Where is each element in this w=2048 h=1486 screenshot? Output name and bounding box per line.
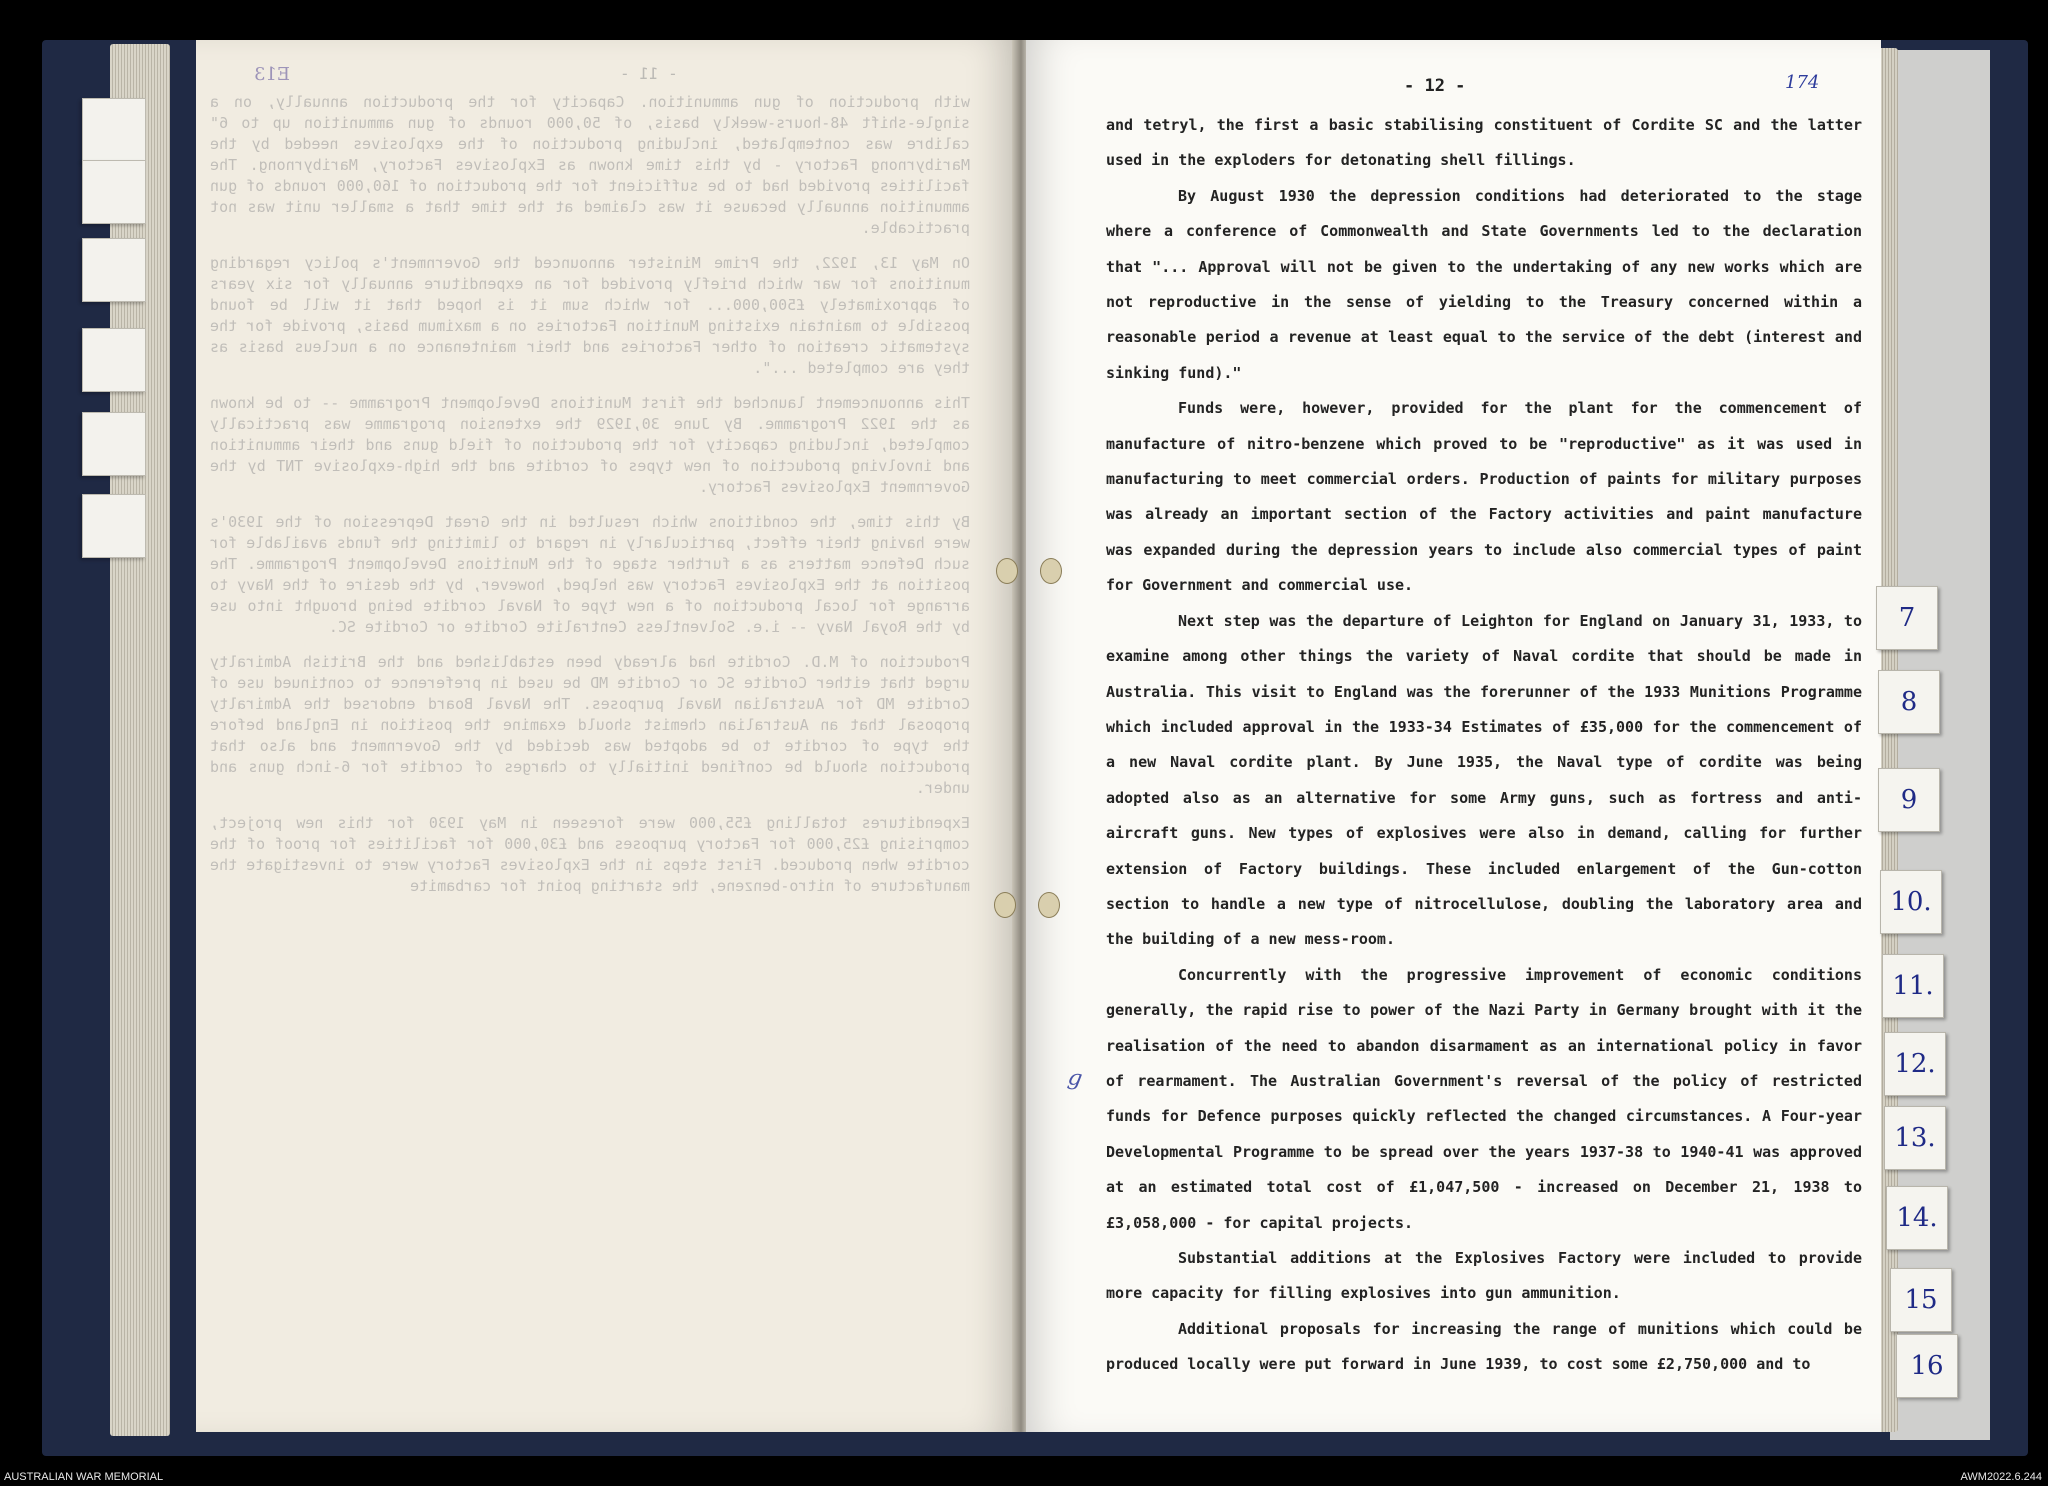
right-paragraph: Next step was the departure of Leighton for England on January 31, 1933, to examine among other things the variety of Naval cordite that should be made in Australia. This visit to England was the forerunner of the 1933 Munitions Programme which included approval in the 1933-34 Estimates of £35,000 for the commencement of a new Naval cordite plant. By June 1935, the Naval type of cordite was being adopted also as an alternative for some Army guns, such as fortress and anti-aircraft guns. New types of explosives were also in demand, calling for further extension of Factory buildings. These included enlargement of the Gun-cotton section to handle a new type of nitrocellulose, doubling the laboratory area and the building of a new mess-room. [1106,611,1862,949]
chapter-tab[interactable]: 15 [1890,1268,1952,1332]
right-paragraph: Funds were, however, provided for the plant for the commencement of manufacture of nitro-benzene which proved to be "reproductive" as it was used in manufacturing to meet commercial orders. Production of paints for military purposes was already an important section of the Factory activities and paint manufacture was expanded during the depression years to include also commercial types of paint for Government and commercial use. [1106,399,1862,595]
left-paragraph: Expenditures totalling £55,000 were foreseen in May 1930 for this new project, comprising £25,000 for Factory purposes and £30,000 for facilities for proof of the cordite when produced. First steps in the Explosives Factory were to investigate the manufacture of nitro-benzene, the starting point for carbamite [210,814,970,895]
right-paragraph: Concurrently with the progressive improvement of economic conditions generally, the rapid rise to power of the Nazi Party in Germany brought with it the realisation of the need to abandon disarmament as an international policy in favor of rearmament. The Australian Government's reversal of the policy of restricted funds for Defence purposes quickly reflected the changed circumstances. A Four-year Developmental Programme to be spread over the years 1937-38 to 1940-41 was approved at an estimated total cost of £1,047,500 - increased on December 21, 1938 to £3,058,000 - for capital projects. [1106,965,1862,1232]
left-thumb-tab[interactable] [82,160,146,224]
footer-strip [0,1468,2048,1486]
right-paragraph: By August 1930 the depression conditions had deteriorated to the stage where a conference of Commonwealth and State Governments led to the declaration that "... Approval will not be given to the undertaking of any new works which are not reproductive in the sense of yielding to the Treasury concerned within a reasonable period a revenue at least equal to the service of the debt (interest and sinking fund)." [1106,186,1862,382]
left-paragraph: By this time, the conditions which resulted in the Great Depression of the 1930's were having their effect, particularly in regard to limiting the funds available for such Defence matters as a further stage of the Munitions Development Programme. The position at the Explosives Factory was helped, however, by the desire of the Navy to arrange for local production of a new type of Naval cordite being brought into use by the Royal Navy -- i.e. Solventless Centralite Cordite or Cordite SC. [210,513,970,636]
chapter-tab[interactable]: 9 [1878,768,1940,832]
left-paragraph: with production of gun ammunition. Capacity for the production annually, on a single-shift 48-hours-weekly basis, of 50,000 rounds of gun ammunition up to 6" calibre was contemplated, including production of the explosives needed by the Maribyrnong Factory - by this time known as Explosives Factory, Maribyrnong. The facilities provided had to be sufficient for the production of 160,000 rounds of gun ammunition annually because it was claimed at the time that a smaller unit was not practicable. [210,93,970,237]
chapter-tab[interactable]: 16 [1896,1334,1958,1398]
folio-number: 174 [1785,72,1820,93]
left-page-number: - 11 - [620,64,678,83]
footer-accession-id: AWM2022.6.244 [1960,1471,2042,1483]
chapter-tab[interactable]: 13. [1884,1106,1946,1170]
chapter-tab[interactable]: 14. [1886,1186,1948,1250]
left-thumb-tab[interactable] [82,238,146,302]
left-paragraph: This announcement launched the first Munitions Development Programme -- to be known as the 1922 Programme. By June 30,1929 the extension programme was practically completed, including capacity for the production of field guns and their ammunition and involving production of new types of cordite and the high-explosive TNT by the Government Explosives Factory. [210,394,970,496]
punch-hole [1038,892,1060,918]
margin-handwritten-mark: g [1065,1064,1085,1093]
left-thumb-tab[interactable] [82,494,146,558]
punch-hole [1040,558,1062,584]
right-page-number: - 12 - [1404,76,1466,96]
footer-institution: AUSTRALIAN WAR MEMORIAL [4,1471,164,1483]
chapter-tab[interactable]: 7 [1876,586,1938,650]
chapter-tab[interactable]: 12. [1884,1032,1946,1096]
punch-hole [996,558,1018,584]
chapter-tab[interactable]: 11. [1882,954,1944,1018]
right-page-text [1106,108,1862,1383]
left-page-bleedthrough-text [210,92,970,911]
left-paragraph: On May 13, 1922, the Prime Minister announced the Government's policy regarding munitions for war which briefly provided for an expenditure annually for six years of approximately £500,000... for which sum it is hoped that it will be found possible to maintain existing Munition Factories on a maximum basis, provide for the systematic creation of other Factories and their maintenance on a nucleus basis as they are completed ...". [210,254,970,377]
left-paragraph: Production of M.D. Cordite had already been established and the British Admiralty urged that either Cordite SC or Cordite MD be used in preference to continued use of Cordite MD for Australian Naval purposes. The Naval Board endorsed the Admiralty proposal that an Australian chemist should examine the position in England before the type of cordite to be adopted was decided by the Government and also that production should be confined initially to charges of cordite for 6-inch guns and under. [210,653,970,797]
left-corner-mark: E13 [254,64,291,85]
right-paragraph: and tetryl, the first a basic stabilising constituent of Cordite SC and the latter used in the exploders for detonating shell fillings. [1106,116,1862,170]
left-thumb-tab[interactable] [82,412,146,476]
chapter-tab[interactable]: 8 [1878,670,1940,734]
chapter-tab[interactable]: 10. [1880,870,1942,934]
left-thumb-tab[interactable] [82,98,146,162]
right-paragraph: Additional proposals for increasing the range of munitions which could be produced locally were put forward in June 1939, to cost some £2,750,000 and to [1106,1319,1862,1374]
punch-hole [994,892,1016,918]
left-thumb-tab[interactable] [82,328,146,392]
right-paragraph: Substantial additions at the Explosives Factory were included to provide more capacity for filling explosives into gun ammunition. [1106,1249,1862,1303]
